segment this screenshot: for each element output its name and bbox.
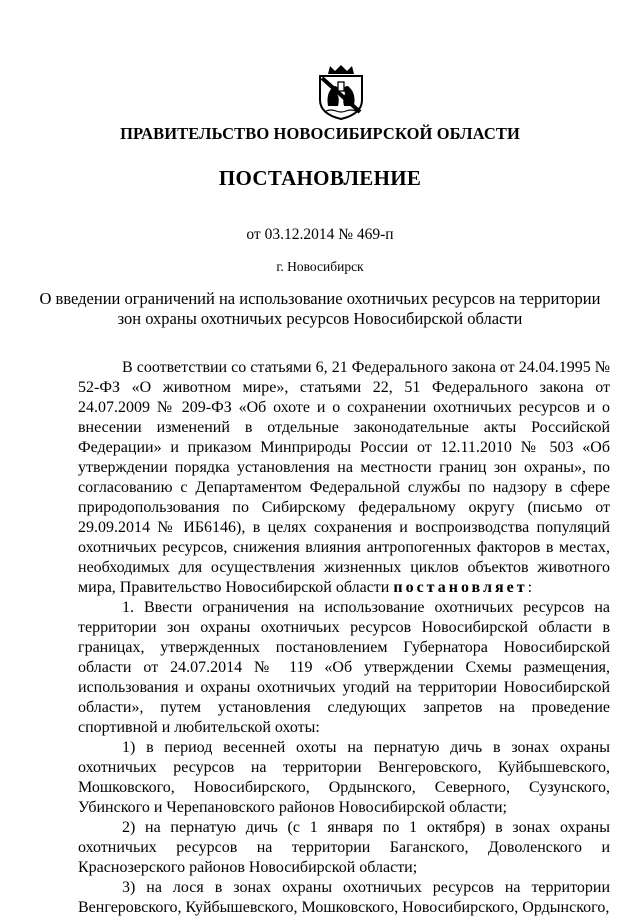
document-type: ПОСТАНОВЛЕНИЕ <box>218 166 422 190</box>
novosibirsk-coat-of-arms-icon <box>316 64 366 120</box>
preamble-text: В соответствии со статьями 6, 21 Федерального закона от 24.04.1995 № 52-ФЗ «О животном мире», статьями 22, 51 Федерального закона от 24.07.2009 № 209-ФЗ «Об охоте и о сохранении охотничьих ресурсов и о внесении изменений в отдельные законодательные акты Российской Федерации» и приказом Минприроды России от 12.11.2010 № 503 «Об утверждении порядка установления на местности границ зон охраны», по согласованию с Департаментом Федеральной службы по надзору в сфере природопользования по Сибирскому федеральному округу (письмо от 29.09.2014 № ИБ6146), в целях сохранения и воспроизводства популяций охотничьих ресурсов, снижения влияния антропогенных факторов в местах, необходимых для осуществления жизненных циклов объектов животного мира, Правительство Новосибирской области <box>78 359 610 596</box>
subitem-2-paragraph: 2) на пернатую дичь (с 1 января по 1 октября) в зонах охраны охотничьих ресурсов на территории Баганского, Доволенского и Краснозерского районов Новосибирской области; <box>78 819 610 876</box>
subitem-1-paragraph: 1) в период весенней охоты на пернатую дичь в зонах охраны охотничьих ресурсов на территории Венгеровского, Куйбышевского, Мошковского, Новосибирского, Ордынского, Северного, Сузунского, Убинского и Черепановского районов Новосибирской области; <box>78 739 610 816</box>
subitem-3-paragraph: 3) на лося в зонах охраны охотничьих ресурсов на территории Венгеровского, Куйбышевского, Мошковского, Новосибирского, Ордынского, <box>78 879 610 916</box>
preamble-paragraph <box>78 358 610 598</box>
government-name: ПРАВИТЕЛЬСТВО НОВОСИБИРСКОЙ ОБЛАСТИ <box>120 124 520 143</box>
preamble-end: : <box>527 579 533 596</box>
city: г. Новосибирск <box>276 259 364 274</box>
document-body <box>78 358 610 918</box>
subject-line-2: зон охраны охотничьих ресурсов Новосибирской области <box>117 309 523 328</box>
subject-line-1: О введении ограничений на использование охотничьих ресурсов на территории <box>39 289 601 308</box>
item-1-paragraph: 1. Ввести ограничения на использование охотничьих ресурсов на территории зон охраны охотничьих ресурсов Новосибирской области в границах, утвержденных постановлением Губернатора Новосибирской области от 24.07.2014 № 119 «Об утверждении Схемы размещения, использования и охраны охотничьих угодий на территории Новосибирской области», путем установления следующих запретов на проведение спортивной и любительской охоты: <box>78 599 610 736</box>
preamble-verb: постановляет <box>393 579 528 596</box>
document-subject <box>0 289 640 329</box>
date-and-number: от 03.12.2014 № 469-п <box>246 226 394 243</box>
